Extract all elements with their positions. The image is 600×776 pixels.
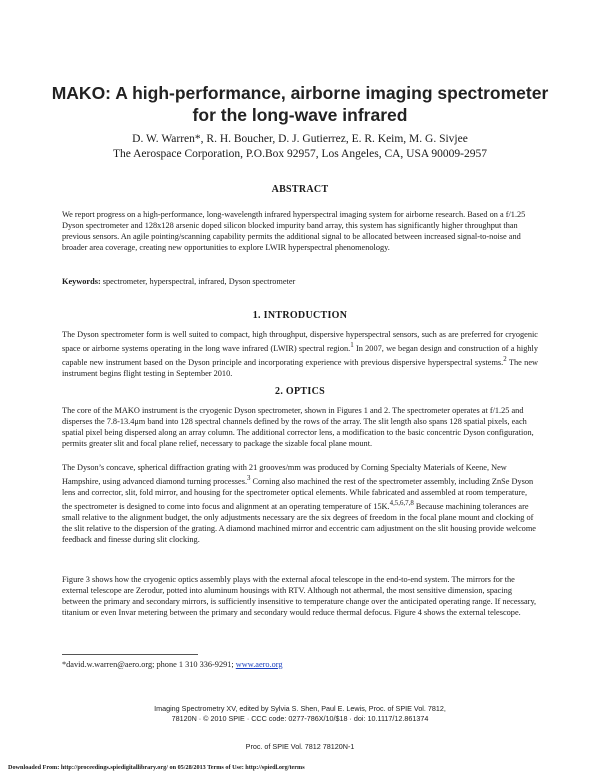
- intro-text-2: In 2007, we began design and construction of a highly capable new instrument based on the Dyson principle and incorporating experience with previous dispersive hyperspectral systems.: [62, 343, 538, 367]
- page-footer: Proc. of SPIE Vol. 7812 78120N-1: [245, 742, 355, 751]
- optics-paragraph-3: Figure 3 shows how the cryogenic optics assembly plays with the external afocal telescope in the end-to-end system. The mirrors for the external telescope are Zerodur, potted into aluminum housings with RTV. Although not athermal, the most sensitive dimension, spacing between the primary and secondary mirrors, is sufficiently insensitive to temperature change over the anticipated operating range. If necessary, titanium or even Invar metering between the primary and secondary would reduce thermal defocus. Figure 4 shows the external telescope.: [62, 575, 537, 617]
- footnote-text: *david.w.warren@aero.org; phone 1 310 336-9291;: [62, 660, 236, 669]
- intro-text-3: The new instrument begins flight testing in September 2010.: [62, 357, 538, 378]
- footnote: [62, 659, 538, 670]
- abstract-heading: ABSTRACT: [271, 184, 329, 195]
- keywords-line: [62, 276, 538, 287]
- credit-line-1: Imaging Spectrometry XV, edited by Sylvia S. Shen, Paul E. Lewis, Proc. of SPIE Vol. 7812,: [154, 704, 446, 713]
- optics-p2-ref-2: 4,5,6,7,8: [389, 499, 414, 507]
- optics-p2-text-2: Corning also machined the rest of the spectrometer assembly, including ZnSe Dyson lens and corrector, slit, fold mirror, and housing for the spectrometer optical elements. While fabricated and assembled at room temperature, the spectrometer is designed to come into focus and alignment at an operating temperature of 15K.: [62, 476, 534, 511]
- optics-paragraph-1: The core of the MAKO instrument is the cryogenic Dyson spectrometer, shown in Figures 1 and 2. The spectrometer operates at f/1.25 and disperses the 7.8-13.4μm band into 128 spectral channels defined by the rows of the array. The slit length also spans 128 spatial pixels, each spatial pixel being dispersed along an array column. The additional corrector lens, a modification to the basic concentric Dyson configuration, permits greater slit and focal plane relief, necessary to package the sizable focal plane mount.: [62, 406, 534, 448]
- download-notice: Downloaded From: http://proceedings.spiedigitallibrary.org/ on 05/28/2013 Terms of Use: http://spiedl.org/terms: [8, 764, 305, 771]
- footnote-link[interactable]: www.aero.org: [235, 660, 283, 669]
- keywords-text: spectrometer, hyperspectral, infrared, Dyson spectrometer: [100, 277, 296, 286]
- footnote-divider: [62, 654, 198, 655]
- optics-heading: 2. OPTICS: [275, 386, 325, 397]
- intro-text-1: The Dyson spectrometer form is well suited to compact, high throughput, dispersive hyperspectral sensors, such as are preferred for cryogenic space or airborne systems operating in the long wave infrared (LWIR) spectral region.: [62, 330, 538, 353]
- optics-p2-text-1: The Dyson’s concave, spherical diffraction grating with 21 grooves/mm was produced by Corning Specialty Materials of Keene, New Hampshire, using advanced diamond turning processes.: [62, 463, 507, 486]
- author-list: D. W. Warren*, R. H. Boucher, D. J. Gutierrez, E. R. Keim, M. G. Sivjee: [132, 133, 468, 145]
- publication-credit: [40, 704, 560, 724]
- abstract-body: [62, 209, 538, 253]
- abstract-text: We report progress on a high-performance, long-wavelength infrared hyperspectral imaging system for airborne research. Based on a f/1.25 Dyson spectrometer and 128x128 arsenic doped silicon blocked impurity band array, this system has significantly higher throughput than previous sensors. An agile pointing/scanning capability permits the additional signal to be allocated between increased signal-to-noise and broader area coverage, creating new opportunities to explore LWIR hyperspectral phenomenology.: [62, 210, 526, 252]
- introduction-heading: 1. INTRODUCTION: [252, 310, 348, 321]
- introduction-body: [62, 329, 538, 379]
- optics-p2-ref-1: 3: [247, 475, 251, 482]
- optics-p2-text-3: Because machining tolerances are small relative to the alignment budget, the only adjustments necessary are the six degrees of freedom in the focal plane mount and clocking of the slit relative to the dispersion of the grating. A diamond machined mirror and eccentric cam adjustment on the slit housing provide welcome feedback and finesse during slit clocking.: [62, 501, 536, 544]
- optics-paragraph-2: [62, 462, 538, 545]
- paper-title: MAKO: A high-performance, airborne imaging spectrometer for the long-wave infrared: [51, 83, 549, 125]
- intro-ref-1: 1: [350, 342, 354, 349]
- intro-ref-2: 2: [503, 355, 507, 363]
- affiliation: The Aerospace Corporation, P.O.Box 92957, Los Angeles, CA, USA 90009-2957: [112, 148, 488, 160]
- keywords-label: Keywords:: [62, 277, 101, 286]
- credit-line-2: 78120N · © 2010 SPIE · CCC code: 0277-786X/10/$18 · doi: 10.1117/12.861374: [171, 714, 429, 723]
